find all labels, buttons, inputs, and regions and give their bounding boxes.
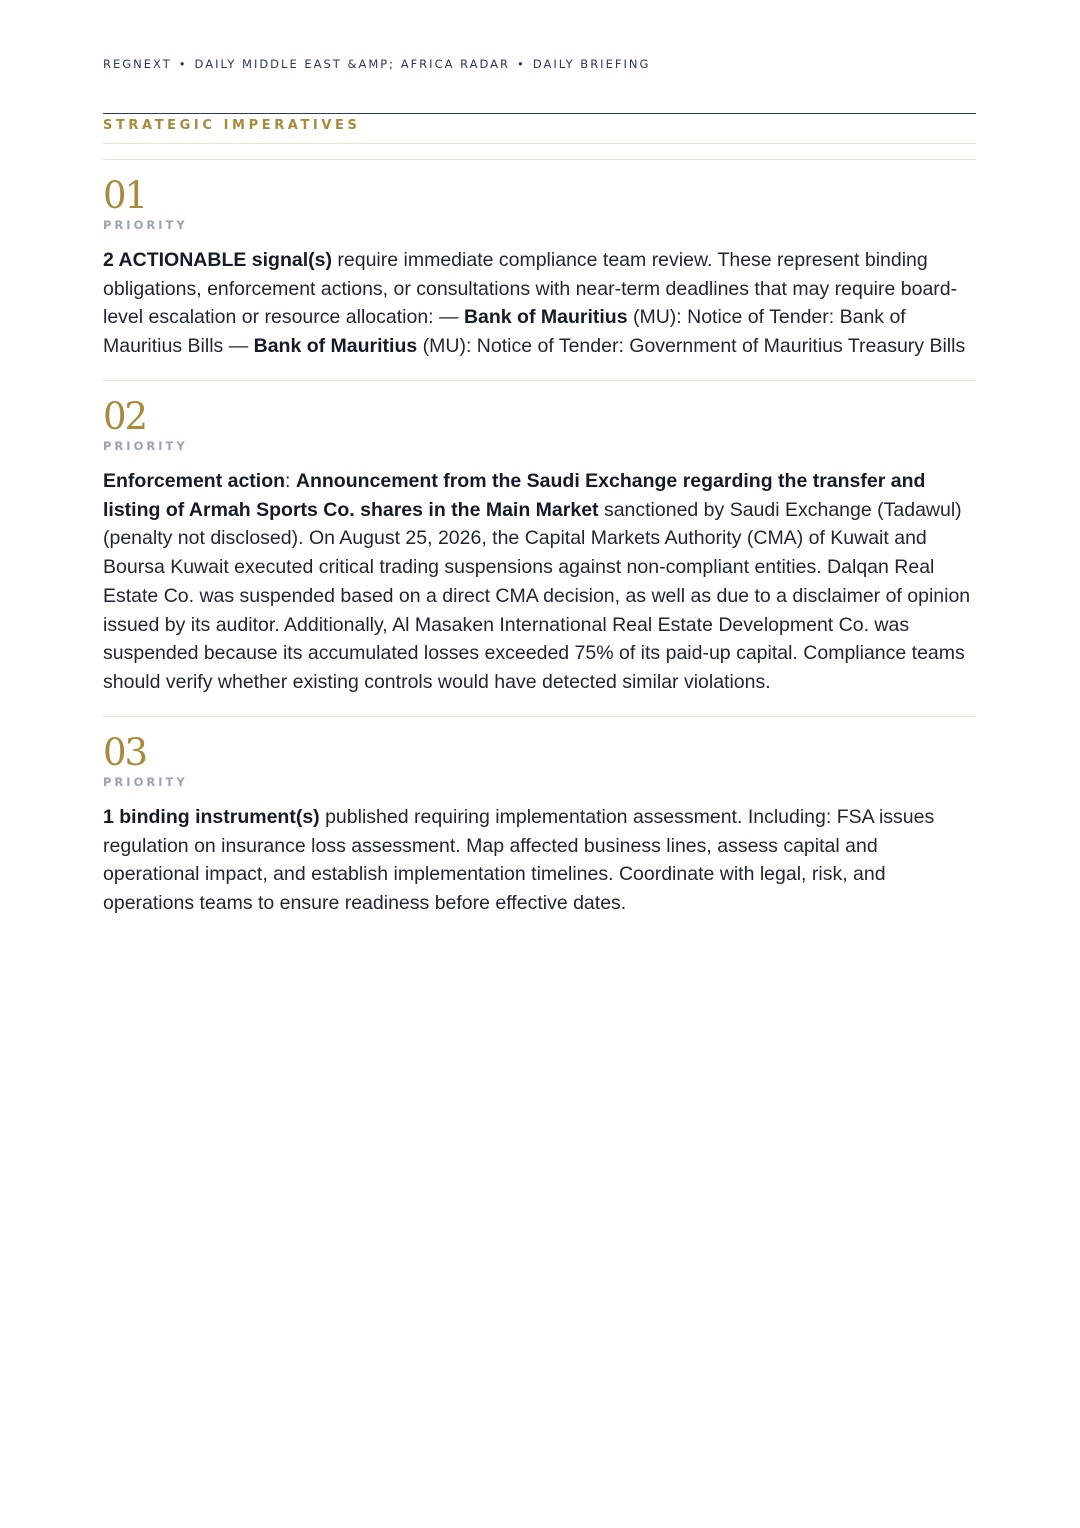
section-header — [103, 113, 976, 144]
priority-headline: Announcement from the Saudi Exchange regarding the transfer and listing of Armah Sports Co. shares in the Main Market — [103, 470, 926, 521]
priority-item-3 — [103, 716, 976, 915]
priority-item-1 — [103, 159, 976, 358]
header-separator: • — [517, 57, 526, 71]
priority-label: PRIORITY — [103, 775, 188, 789]
priority-lead: 2 ACTIONABLE signal(s) — [103, 249, 332, 271]
priority-label: PRIORITY — [103, 439, 188, 453]
priority-text — [103, 803, 976, 918]
priority-lead: Enforcement action — [103, 470, 286, 492]
priority-number: 01 — [103, 174, 147, 217]
priority-lead: 1 binding instrument(s) — [103, 806, 320, 828]
priority-number: 02 — [103, 395, 147, 438]
priority-item-2 — [103, 380, 976, 693]
priority-body: (MU): Notice of Tender: Government of Mauritius Treasury Bills — [417, 335, 966, 358]
priority-body: require immediate compliance team review. These represent binding obligations, enforcement actions, or consultations with near-term deadlines that may require board-level escalation or resource allocation: — — [103, 249, 958, 329]
priority-colon: : — [285, 470, 296, 492]
radar-name: DAILY MIDDLE EAST &AMP; AFRICA RADAR — [194, 57, 511, 71]
running-header — [103, 57, 650, 71]
header-separator: • — [178, 57, 188, 71]
entity-name: Bank of Mauritius — [253, 335, 418, 358]
section-title: STRATEGIC IMPERATIVES — [103, 118, 361, 133]
priority-text — [103, 467, 976, 697]
briefing-kind: DAILY BRIEFING — [532, 57, 651, 71]
brand-name: REGNEXT — [103, 57, 172, 71]
priority-number: 03 — [103, 731, 147, 774]
priority-body: sanctioned by Saudi Exchange (Tadawul) (penalty not disclosed). On August 25, 2026, the Capital Markets Authority (CMA) of Kuwait and Boursa Kuwait executed critical trading suspensions against non-compliant entities. Dalqan Real Estate Co. was suspended based on a direct CMA decision, as well as due to a disclaimer of opinion issued by its auditor. Additionally, Al Masaken International Real Estate Development Co. was suspended because its accumulated losses exceeded 75% of its paid-up capital. Compliance teams should verify whether existing controls would have detected similar violations. — [103, 498, 971, 693]
priority-text — [103, 246, 976, 361]
priority-label: PRIORITY — [103, 218, 188, 232]
priority-body: published requiring implementation assessment. Including: FSA issues regulation on insurance loss assessment. Map affected business lines, assess capital and operational impact, and establish implementation timelines. Coordinate with legal, risk, and operations teams to ensure readiness before effective dates. — [103, 806, 935, 915]
entity-name: Bank of Mauritius — [463, 306, 628, 329]
priority-body: (MU): Notice of Tender: Bank of Mauritius Bills — — [103, 306, 906, 358]
